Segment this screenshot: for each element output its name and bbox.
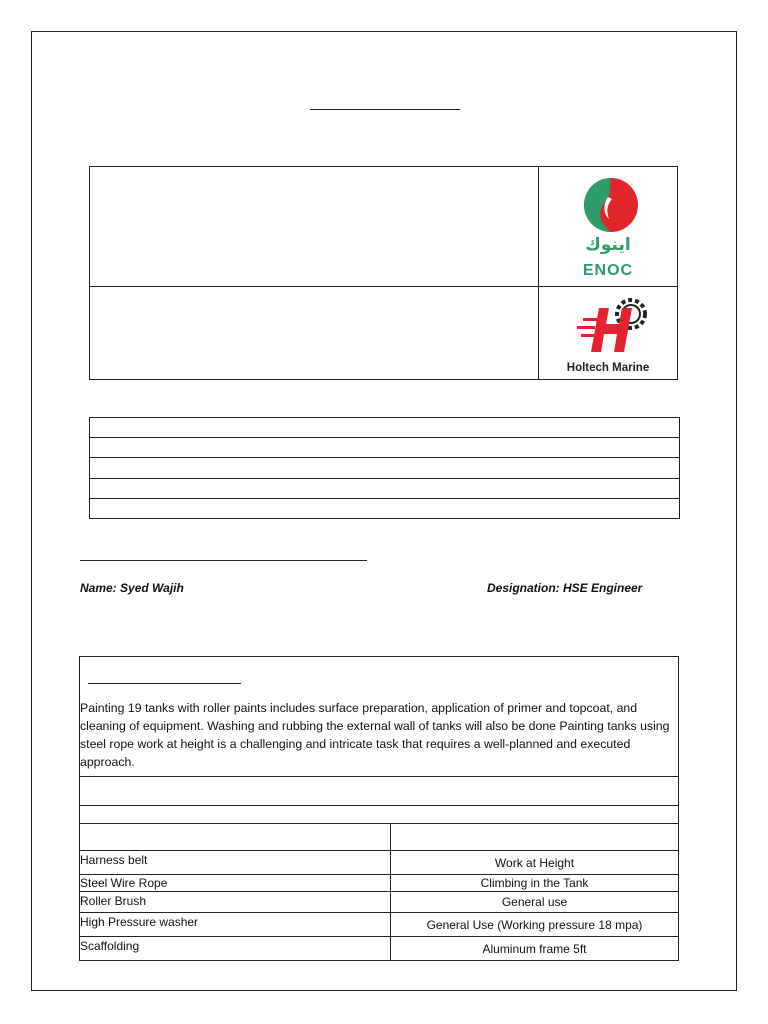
- table-row-divider: [80, 805, 678, 806]
- equipment-tool: Harness belt: [80, 853, 148, 867]
- table-row-divider: [80, 850, 678, 851]
- equipment-tool: Roller Brush: [80, 894, 147, 908]
- enoc-flame-icon: [539, 167, 677, 233]
- holtech-wordmark: Holtech Marine: [566, 362, 650, 374]
- person-name: Name: Syed Wajih: [80, 581, 184, 595]
- table-row-divider: [80, 874, 678, 875]
- details-row-divider: [90, 478, 679, 479]
- equipment-use: Work at Height: [494, 856, 575, 870]
- heading-underline: [80, 560, 367, 561]
- equipment-use: General Use (Working pressure 18 mpa): [426, 918, 643, 932]
- enoc-logo: [539, 167, 677, 287]
- details-row-divider: [90, 498, 679, 499]
- title-underline: [310, 109, 460, 110]
- equipment-use: Aluminum frame 5ft: [482, 942, 587, 956]
- holtech-gear-h-icon: [539, 288, 677, 360]
- details-row-divider: [90, 457, 679, 458]
- scope-equipment-table: [79, 656, 679, 961]
- details-table: [89, 417, 680, 519]
- equipment-tool: Steel Wire Rope: [80, 876, 168, 890]
- table-row-divider: [80, 891, 678, 892]
- table-row-divider: [80, 823, 678, 824]
- enoc-arabic-wordmark: اينوك: [585, 235, 631, 255]
- equipment-tool: Scaffolding: [80, 939, 140, 953]
- table-row-divider: [80, 912, 678, 913]
- company-logo-table: [89, 166, 678, 380]
- equipment-use: Climbing in the Tank: [480, 876, 589, 890]
- table-column-divider: [390, 823, 391, 960]
- details-row-divider: [90, 437, 679, 438]
- table-row-divider: [80, 776, 678, 777]
- section-heading-underline: [88, 683, 241, 684]
- equipment-tool: High Pressure washer: [80, 915, 199, 929]
- holtech-logo: [539, 288, 677, 379]
- scope-description: Painting 19 tanks with roller paints includes surface preparation, application of primer and topcoat, and cleaning of equipment. Washing and rubbing the external wall of tanks will also be done Painting tanks using steel rope work at height is a challenging and intricate task that requires a well-planned and executed approach.: [80, 701, 670, 769]
- person-designation: Designation: HSE Engineer: [487, 581, 643, 595]
- table-row-divider: [80, 936, 678, 937]
- enoc-wordmark: ENOC: [582, 262, 634, 279]
- equipment-use: General use: [501, 895, 568, 909]
